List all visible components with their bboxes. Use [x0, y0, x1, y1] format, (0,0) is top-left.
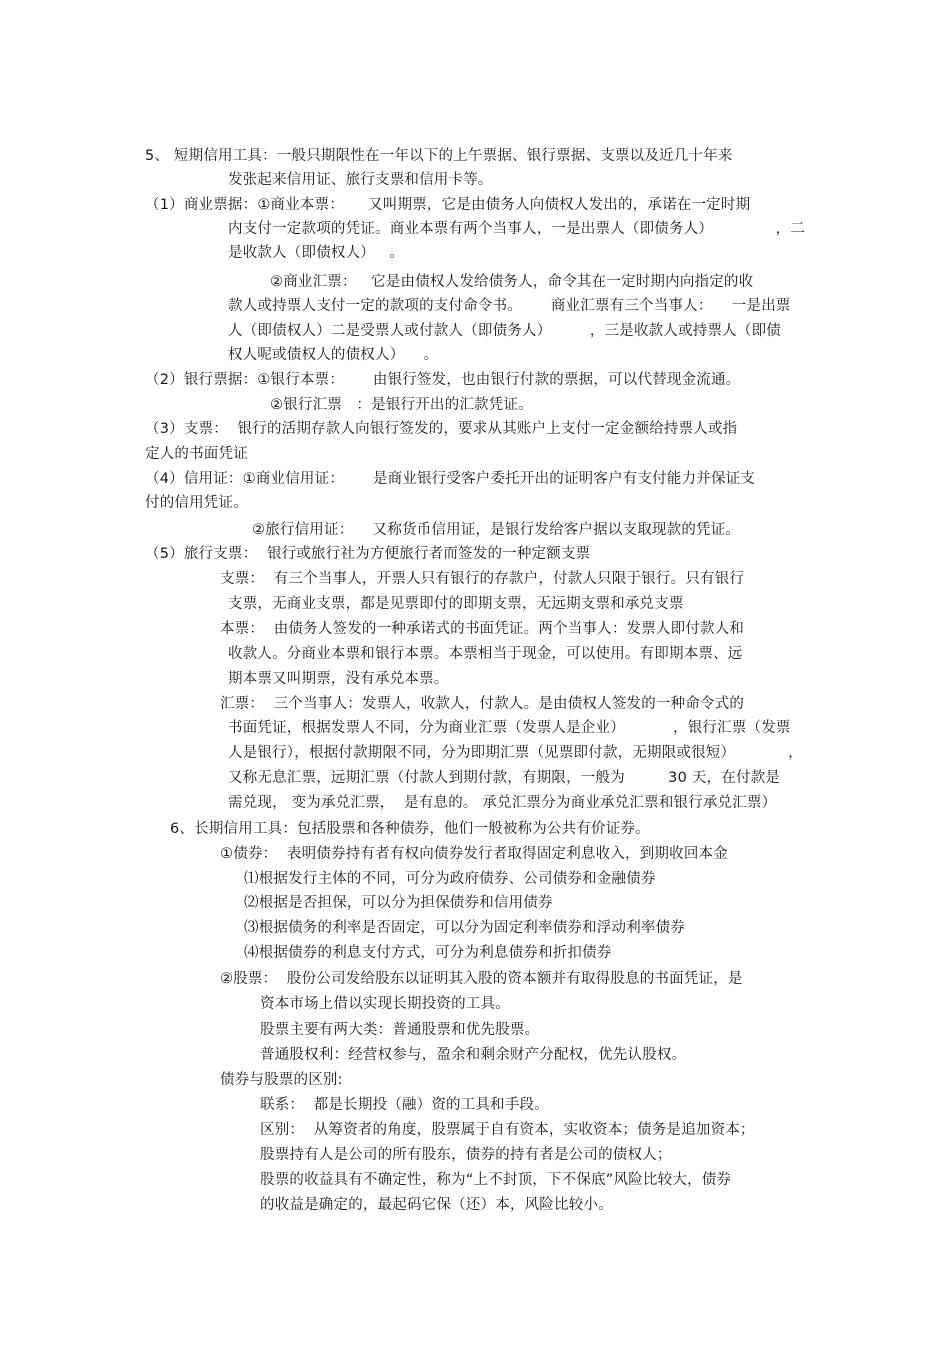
text-line: 6、长期信用工具：包括股票和各种债券，他们一般被称为公共有价证券。 [170, 821, 650, 837]
text-line: ②商业汇票： 它是由债权人发给债务人，命令其在一定时期内向指定的收 [270, 274, 754, 290]
text-line: 人是银行），根据付款期限不同，分为即期汇票（见票即付款，无期限或很短） ， [228, 745, 803, 761]
text-line: 本票： 由债务人签发的一种承诺式的书面凭证。两个当事人：发票人即付款人和 [220, 621, 745, 637]
text-line: 汇票： 三个当事人：发票人，收款人，付款人。是由债权人签发的一种命令式的 [220, 696, 745, 712]
text-line: 又称无息汇票，远期汇票（付款人到期付款，有期限，一般为 30 天，在付款是 [228, 770, 781, 786]
text-line: ⑶根据债务的利率是否固定，可以分为固定利率债券和浮动利率债券 [244, 920, 685, 936]
text-line: （3）支票： 银行的活期存款人向银行签发的，要求从其账户上支付一定金额给持票人或指 [145, 421, 738, 437]
text-line: 期本票又叫期票，没有承兑本票。 [228, 671, 449, 687]
text-line: 收款人。分商业本票和银行本票。本票相当于现金，可以使用。有即期本票、远 [228, 646, 743, 662]
text-line: 支票： 有三个当事人，开票人只有银行的存款户，付款人只限于银行。只有银行 [220, 571, 745, 587]
text-line: 定人的书面凭证 [145, 446, 248, 462]
text-line: 的收益是确定的，最起码它保（还）本，风险比较小。 [260, 1197, 613, 1213]
text-line: ⑷根据债券的利息支付方式，可分为利息债券和折扣债券 [244, 945, 612, 961]
text-line: ⑴根据发行主体的不同，可分为政府债券、公司债券和金融债券 [244, 871, 656, 887]
text-line: 股票持有人是公司的所有股东，债券的持有者是公司的债权人； [260, 1147, 672, 1163]
text-line: 区别： 从筹资者的角度，股票属于自有资本，实收资本；债务是追加资本； [260, 1122, 755, 1138]
text-line: ②股票： 股份公司发给股东以证明其入股的资本额并有取得股息的书面凭证，是 [220, 971, 743, 987]
text-line: （4）信用证：①商业信用证： 是商业银行受客户委托开出的证明客户有支付能力并保证支 [145, 471, 756, 487]
text-line: 内支付一定款项的凭证。商业本票有两个当事人，一是出票人（即债务人） ，二 [228, 221, 806, 237]
text-line: ⑵根据是否担保，可以分为担保债券和信用债券 [244, 895, 553, 911]
text-line: 款人或持票人支付一定的款项的支付命令书。 商业汇票有三个当事人： 一是出票 [228, 298, 791, 314]
text-line: 联系： 都是长期投（融）资的工具和手段。 [260, 1097, 549, 1113]
text-line: 书面凭证，根据发票人不同，分为商业汇票（发票人是企业） ，银行汇票（发票 [228, 720, 791, 736]
text-line: （2）银行票据：①银行本票： 由银行签发，也由银行付款的票据，可以代替现金流通。 [145, 372, 741, 388]
text-line: 需兑现， 变为承兑汇票， 是有息的。 承兑汇票分为商业承兑汇票和银行承兑汇票） [228, 795, 777, 811]
text-line: 人（即债权人）二是受票人或付款人（即债务人） ，三是收款人或持票人（即债 [228, 323, 781, 339]
text-line: 5、 短期信用工具：一般只期限性在一年以下的上午票据、银行票据、支票以及近几十年来 [145, 148, 733, 164]
text-line: 付的信用凭证。 [145, 495, 248, 511]
text-line: 发张起来信用证、旅行支票和信用卡等。 [228, 172, 493, 188]
text-line: 普通股权利：经营权参与，盈余和剩余财产分配权，优先认股权。 [260, 1047, 687, 1063]
text-line: （1）商业票据：①商业本票： 又叫期票，它是由债务人向债权人发出的，承诺在一定时期 [145, 197, 751, 213]
text-line: 股票主要有两大类：普通股票和优先股票。 [260, 1022, 540, 1038]
text-line: 权人呢或债权人的债权人） 。 [228, 347, 439, 363]
text-line: 股票的收益具有不确定性，称为“上不封顶，下不保底”风险比较大，债券 [260, 1172, 732, 1188]
text-line: 是收款人（即债权人） 。 [228, 245, 405, 261]
text-line: 债券与股票的区别: [220, 1072, 343, 1088]
text-line: ①债券： 表明债券持有者有权向债券发行者取得固定利息收入，到期收回本金 [220, 846, 728, 862]
text-line: ②旅行信用证： 又称货币信用证，是银行发给客户据以支取现款的凭证。 [252, 522, 741, 538]
text-line: 资本市场上借以实现长期投资的工具。 [260, 996, 510, 1012]
text-line: 支票，无商业支票，都是见票即付的即期支票，无远期支票和承兑支票 [228, 596, 684, 612]
text-line: （5）旅行支票： 银行或旅行社为方便旅行者而签发的一种定额支票 [145, 546, 591, 562]
text-line: ②银行汇票 ：是银行开出的汇款凭证。 [270, 397, 533, 413]
